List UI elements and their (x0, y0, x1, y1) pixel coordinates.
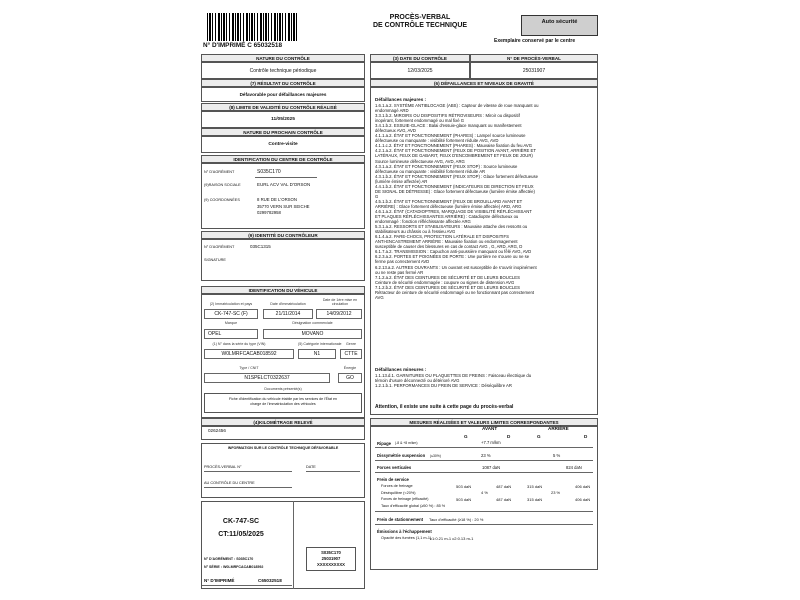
dissym-avant: 23 % (481, 453, 491, 458)
info-date-label: DATE (306, 465, 316, 469)
defect-line: 4.2.1.a.2. ÉTAT ET FONCTIONNEMENT (FEUX DE POSITION AVANT, ARRIÈRE ET (375, 148, 536, 154)
next-control-label: NATURE DU PROCHAIN CONTRÔLE (201, 128, 365, 136)
ff2-avant-g: 503 daN (456, 497, 472, 502)
control-date: 12/03/2025 (370, 62, 470, 79)
signature-label: SIGNATURE (204, 258, 226, 262)
centre-agrement-label: N° D'AGRÉMENT (204, 170, 235, 174)
defect-line: 4.1.1.c.2. ÉTAT ET FONCTIONNEMENT (PHARES) : Mauvaise fixation du feu AVG (375, 143, 533, 149)
sticker-agrement: N° D'AGRÉMENT : S035C170 (204, 557, 254, 561)
attention-note: Attention, il existe une suite à cette page du procès-verbal (375, 404, 514, 410)
docs-note: Fiche d'identification du véhicule établie par les services de l'État en charge de l'immatriculation des véhicules (228, 397, 338, 406)
defect-line: (lumière émise affectée) AR (375, 178, 428, 184)
arriere-g: G (537, 434, 541, 439)
defect-line: ET PLAQUES RÉFLÉCHISSANTES ARRIÈRE) : Catadioptre défectueux ou (375, 214, 519, 220)
forces-freinage-label: Forces de freinage (381, 484, 413, 488)
dissym-limit: (≤30%) (430, 454, 441, 458)
forces-freinage-2-label: Forces de freinage (efficacité) (381, 497, 429, 501)
emissions-label: Émissions à l'échappement (377, 529, 432, 534)
report-title: PROCÈS-VERBAL DE CONTRÔLE TECHNIQUE (372, 14, 468, 29)
defect-line: 7.1.2.a.2. ÉTAT DES CEINTURES DE SÉCURITÉ ET DE LEURS BOUCLES (375, 274, 520, 280)
mineures-title: Défaillances mineures : (375, 367, 427, 372)
barcode (207, 13, 299, 41)
info-centre-label: AU CONTRÔLE DU CENTRE (204, 481, 255, 485)
defect-line: 4.3.1.a.2. ÉTAT ET FONCTIONNEMENT (FEUX STOP) : Source lumineuse (375, 163, 518, 169)
centre-address: 8 RUE DE L'ORSON 35770 VERN SUR SEICHE 0299782958 (257, 197, 310, 215)
ff2-arriere-d: 406 daN (575, 497, 591, 502)
energie-value: GO (338, 373, 362, 383)
defect-line: défectueux AVG, AVD (375, 128, 416, 134)
ripage-value: +7.7 m/km (481, 440, 501, 445)
ff2-avant-d: 487 daN (496, 497, 512, 502)
ff-arriere-d: 406 daN (575, 484, 591, 489)
info-box-label: INFORMATION SUR LE CONTRÔLE TECHNIQUE DÉFAVORABLE (227, 446, 339, 450)
defaillances-label: (6) DÉFAILLANCES ET NIVEAUX DE GRAVITÉ (370, 79, 598, 87)
date-immat-value: 21/11/2014 (263, 309, 313, 319)
avant-g: G (464, 434, 468, 439)
defect-line: 4.1.1.a.2. ÉTAT ET FONCTIONNEMENT (PHARES) : Lampe/ source lumineuse (375, 133, 526, 139)
sticker-stamp: S035C170 25031907 XXXXXXXXXX (306, 547, 356, 571)
defect-line: susceptible de causer des blessures en cas de contact AVG , G, ARD, ARG, D (375, 244, 523, 250)
defect-line: 4.6.1.a.2. ÉTAT (CATADIOPTRES, MARQUAGE DE VISIBILITÉ RÉFLÉCHISSANT (375, 208, 532, 214)
next-control-value: Contre-visite (201, 136, 365, 153)
sticker-ct-date: CT:11/05/2025 (218, 531, 264, 538)
mesures-label: MESURES RÉALISÉES ET VALEURS LIMITES CORRESPONDANTES (370, 418, 598, 426)
type-label: Type / CNIT (239, 366, 259, 370)
majeures-title: Défaillances majeures : (375, 97, 427, 102)
pv-number-label: N° DE PROCÈS-VERBAL (470, 54, 598, 62)
dissym-label: Dissymétrie suspension (377, 453, 426, 458)
immat-value: CK-747-SC (F) (204, 309, 258, 319)
categorie-label: (5) Catégorie internationale (298, 342, 342, 346)
kilometrage-value: 0262456 (208, 428, 226, 433)
ripage-unit: (-8 & +8 m/km) (395, 441, 418, 445)
validity-label: (8) LIMITE DE VALIDITÉ DU CONTRÔLE RÉALISÉ (201, 103, 365, 111)
frein-stationnement-efficacite: Taux d'efficacité (≥18 %) : 20 % (429, 517, 484, 522)
immat-label: (2) Immatriculation et pays (209, 302, 253, 306)
sticker-box (201, 501, 365, 589)
desequilibre-arriere: 23 % (551, 490, 561, 495)
copy-note: Exemplaire conservé par le centre (494, 38, 576, 44)
sticker-imprime-label: N° D'IMPRIMÉ (204, 578, 235, 583)
type-value: N1SPELCT0322637 (204, 373, 330, 383)
controleur-agrement: 035C1315 (250, 244, 271, 249)
nature-value: Contrôle technique périodique (201, 62, 365, 79)
defect-line: G (375, 193, 379, 199)
defect-line: 6.1.7.a.2. TRANSMISSION : Capuchon anti-poussière manquant ou fêlé AVG, AVD (375, 249, 532, 255)
defect-line: 6.1.4.a.2. PARE-CHOCS, PROTECTION LATÉRALE ET DISPOSITIFS (375, 234, 509, 240)
ff-avant-g: 503 daN (456, 484, 472, 489)
sticker-plate: CK-747-SC (222, 518, 260, 525)
result-label: (7) RÉSULTAT DU CONTRÔLE (201, 79, 365, 87)
frein-stationnement-label: Frein de stationnement (377, 517, 424, 522)
sticker-imprime: C65032518 (258, 578, 282, 583)
date-mec-label: Date de 1ère mise en circulation (322, 298, 358, 306)
defect-line: témoin d'usure déconnecté ou détérioré AVG (375, 378, 460, 384)
ff2-arriere-g: 315 daN (527, 497, 543, 502)
defect-line: 1.6.1.a.2. SYSTÈME ANTIBLOCAGE (ABS) : Capteur de vitesse de roue manquant ou (375, 103, 539, 108)
arriere-header: ARRIÈRE (548, 426, 569, 431)
defect-line: 6.2.13.a.2. AUTRES OUVRANTS : Un ouvrant est susceptible de s'ouvrir inopinément (375, 264, 537, 270)
defect-line: 5.3.1.a.2. RESSORTS ET STABILISATEURS : Mauvaise attache des ressorts ou (375, 224, 528, 230)
vehicle-label: IDENTIFICATION DU VÉHICULE (201, 286, 365, 294)
centre-agrement: S035C170 (257, 169, 281, 175)
dissym-arriere: 5 % (553, 453, 561, 458)
print-number: N° D'IMPRIMÉ C 65032518 (203, 42, 283, 49)
desequilibre-label: Déséquilibre (<20%) (381, 491, 416, 495)
centre-label: IDENTIFICATION DU CENTRE DE CONTRÔLE (201, 155, 365, 163)
categorie-value: N1 (298, 349, 336, 359)
defect-line: AVG (375, 294, 384, 300)
forces-vert-avant: 1087 daN (482, 465, 501, 470)
defect-line: 6.2.3.a.2. PORTES ET POIGNÉES DE PORTE : Une portière ne s'ouvre ou ne se (375, 254, 530, 260)
defect-line: 7.1.2.b.2. ÉTAT DES CEINTURES DE SÉCURITÉ ET DE LEURS BOUCLES (375, 284, 520, 290)
defect-line: 3.4.1.b.2. ESSUIE-GLACE : Balai d'essuie-glace manquant ou manifestement (375, 123, 522, 129)
controleur-agrement-label: N° D'AGRÉMENT (204, 245, 235, 249)
energie-label: Énergie (343, 366, 357, 370)
defect-line: 3.3.1.b.2. MIROIRS OU DISPOSITIFS RÉTROVISEURS : Miroir ou dispositif (375, 113, 520, 119)
marque-label: Marque (224, 321, 238, 325)
efficacite-global: Taux d'efficacité global (≥50 %) : 85 % (381, 504, 446, 508)
avant-d: D (507, 434, 511, 439)
frein-service-label: Frein de service (377, 477, 409, 482)
defect-line: endommagé ARD (375, 108, 409, 114)
desequilibre-avant: 4 % (481, 490, 488, 495)
centre-raison-label: (9)RAISON SOCIALE (204, 183, 241, 187)
date-label: (3) DATE DU CONTRÔLE (370, 54, 470, 62)
info-pv-label: PROCÈS-VERBAL N° (204, 465, 242, 469)
vin-value: W0LMRFCACAB018592 (204, 349, 294, 359)
defect-line: ou ne reste pas fermé AR (375, 269, 424, 275)
defect-line: endommagé : fonction réfléchissante affectée ARG (375, 219, 471, 225)
ripage-label: Ripage (377, 441, 391, 446)
defect-line: 4.3.1.b.2. ÉTAT ET FONCTIONNEMENT (FEUX STOP) : Glace fortement défectueuse (375, 173, 538, 179)
defect-line: 4.4.1.b.2. ÉTAT ET FONCTIONNEMENT (INDICATEURS DE DIRECTION ET FEUX (375, 183, 534, 189)
genre-label: Genre (346, 342, 356, 346)
arriere-d: D (584, 434, 588, 439)
date-mec-value: 14/09/2012 (316, 309, 362, 319)
sticker-serie: N° SÉRIE : W0LMRFCACAB018592 (204, 565, 264, 569)
defect-line: stabilisateurs au châssis ou à l'essieu AVG (375, 229, 456, 235)
nature-label: NATURE DU CONTRÔLE (201, 54, 365, 62)
defect-line: ARRIÈRE) : Glace fortement défectueuse (lumière émise affectée) ARD, ARG (375, 203, 522, 209)
defect-line: 1.2.1.b.1. PERFORMANCES DU FREIN DE SERVICE : Déséquilibre AR (375, 383, 512, 389)
genre-value: CTTE (340, 349, 362, 359)
mineures-list (375, 373, 531, 388)
defect-line: défectueuse ou manquante : visibilité fortement réduite AVG, AVD (375, 138, 499, 144)
forces-vert-label: Forces verticales (377, 465, 412, 470)
pv-number: 25031907 (470, 62, 598, 79)
result-value: Défavorable pour défaillances majeures (201, 87, 365, 102)
denomination-label: Désignation commerciale (292, 321, 333, 325)
defect-line: 4.5.1.b.2. ÉTAT ET FONCTIONNEMENT (FEUX DE BROUILLARD AVANT ET (375, 198, 523, 204)
kilometrage-label: (4)KILOMÉTRAGE RELEVÉ (201, 418, 365, 426)
defect-line: ferme pas correctement AVD (375, 259, 430, 265)
avant-header: AVANT (482, 426, 498, 431)
defect-line: Rétracteur de ceinture de sécurité endommagé ou ne fonctionnant pas correctement (375, 289, 534, 295)
defect-line: Ceinture de sécurité endommagée : coupure ou signes de distension AVG (375, 279, 515, 285)
centre-raison: EURL ACV VAL D'ORSON (257, 182, 311, 187)
majeures-list (375, 103, 538, 300)
defect-line: LATÉRAUX, FEUX DE GABARIT, FEUX D'ENCOMBREMENT ET FEUX DE JOUR) (375, 153, 533, 159)
validity-value: 11/05/2025 (201, 111, 365, 128)
category-badge: Auto sécurité (521, 15, 598, 36)
ff-arriere-g: 315 daN (527, 484, 543, 489)
forces-vert-arriere: 824 daN (566, 465, 582, 470)
vin-label: (1) N° dans la série du type (VIN) (212, 342, 266, 346)
defect-line: inopérant, fortement endommagé ou mal fixé G (375, 118, 465, 124)
defect-line: ANTI-ENCASTREMENT ARRIÈRE : Mauvaise fixation ou endommagement (375, 239, 518, 245)
date-immat-label: Date d'immatriculation (270, 302, 306, 306)
marque-value: OPEL (204, 329, 258, 339)
opacite-value: c1:0.21 m-1 c2:0.13 m-1 (430, 536, 474, 541)
docs-label: Documents présenté(s) (264, 387, 302, 391)
defect-line: 1.1.13.d.1. GARNITURES OU PLAQUETTES DE FREINS : Faisceau électrique du (375, 373, 532, 378)
controleur-label: (9) IDENTITÉ DU CONTRÔLEUR (201, 231, 365, 239)
defect-line: Source lumineuse défectueuse AVG, AVD, ARG (375, 158, 465, 164)
opacite-label: Opacité des fumées (1,1 m-1) (381, 536, 432, 540)
denomination-value: MOVANO (263, 329, 362, 339)
defect-line: DE SIGNAL DE DÉTRESSE) : Glace fortement défectueuse (lumière émise affectée) (375, 188, 535, 194)
ff-avant-d: 487 daN (496, 484, 512, 489)
centre-coord-label: (9) COORDONNÉES (204, 198, 240, 202)
defect-line: défectueuse ou manquante : visibilité fortement réduite AR (375, 168, 486, 174)
